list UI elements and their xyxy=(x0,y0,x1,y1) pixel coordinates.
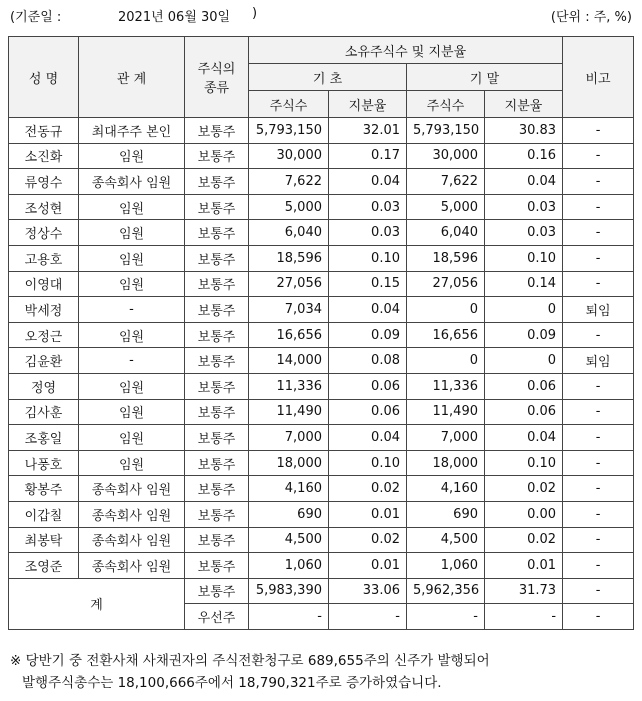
cell-begin-ratio: 0.17 xyxy=(329,143,407,169)
cell-name: 조영준 xyxy=(9,553,79,579)
cell-end-ratio: 0.02 xyxy=(485,527,563,553)
col-header-relation: 관 계 xyxy=(79,37,185,118)
cell-end-ratio: 0.06 xyxy=(485,399,563,425)
cell-begin-ratio: 0.10 xyxy=(329,450,407,476)
cell-end-shares: 18,000 xyxy=(407,450,485,476)
table-row xyxy=(9,297,634,323)
cell-stock-type: 보통주 xyxy=(185,373,249,399)
col-header-end-ratio: 지분율 xyxy=(485,91,563,118)
cell-begin-shares: 690 xyxy=(249,501,329,527)
cell-begin-ratio: 0.02 xyxy=(329,527,407,553)
cell-end-ratio: 31.73 xyxy=(485,578,563,604)
cell-name: 오정근 xyxy=(9,322,79,348)
col-header-owned-group: 소유주식수 및 지분율 xyxy=(249,37,563,64)
stock-type-header-text: 주식의 종류 xyxy=(197,62,236,96)
cell-begin-ratio: 0.06 xyxy=(329,373,407,399)
table-body xyxy=(9,118,634,630)
cell-begin-ratio: 0.04 xyxy=(329,297,407,323)
cell-stock-type: 보통주 xyxy=(185,322,249,348)
reference-date-label: (기준일 : xyxy=(10,10,62,25)
cell-begin-ratio: 0.03 xyxy=(329,194,407,220)
cell-begin-shares: 4,160 xyxy=(249,476,329,502)
cell-end-ratio: 0.10 xyxy=(485,245,563,271)
cell-begin-ratio: 0.08 xyxy=(329,348,407,374)
cell-name: 조홍일 xyxy=(9,425,79,451)
cell-stock-type: 보통주 xyxy=(185,553,249,579)
table-row xyxy=(9,143,634,169)
cell-begin-shares: 4,500 xyxy=(249,527,329,553)
cell-begin-ratio: 0.02 xyxy=(329,476,407,502)
cell-relation: 임원 xyxy=(79,450,185,476)
cell-end-ratio: 0.10 xyxy=(485,450,563,476)
cell-begin-ratio: 0.04 xyxy=(329,169,407,195)
cell-end-shares: 16,656 xyxy=(407,322,485,348)
cell-begin-ratio: 0.01 xyxy=(329,501,407,527)
cell-stock-type: 보통주 xyxy=(185,399,249,425)
footnote-line-1: ※ 당반기 중 전환사채 사채권자의 주식전환청구로 689,655주의 신주가 발행되어 xyxy=(10,653,490,669)
cell-stock-type: 보통주 xyxy=(185,425,249,451)
cell-end-ratio: - xyxy=(485,604,563,630)
footnote xyxy=(10,650,632,694)
cell-end-shares: 7,622 xyxy=(407,169,485,195)
cell-begin-shares: 5,793,150 xyxy=(249,118,329,144)
cell-relation: 최대주주 본인 xyxy=(79,118,185,144)
cell-relation: 임원 xyxy=(79,399,185,425)
cell-name: 정상수 xyxy=(9,220,79,246)
cell-begin-ratio: 0.04 xyxy=(329,425,407,451)
cell-end-ratio: 0.03 xyxy=(485,220,563,246)
cell-end-shares: 4,500 xyxy=(407,527,485,553)
cell-name: 류영수 xyxy=(9,169,79,195)
cell-begin-ratio: 0.06 xyxy=(329,399,407,425)
cell-stock-type: 보통주 xyxy=(185,476,249,502)
cell-begin-shares: 11,336 xyxy=(249,373,329,399)
cell-name: 조성현 xyxy=(9,194,79,220)
cell-relation: 종속회사 임원 xyxy=(79,501,185,527)
col-header-remark: 비고 xyxy=(563,37,634,118)
cell-remark: - xyxy=(563,169,634,195)
cell-end-ratio: 0 xyxy=(485,297,563,323)
cell-relation: 임원 xyxy=(79,143,185,169)
cell-name: 황봉주 xyxy=(9,476,79,502)
table-row xyxy=(9,527,634,553)
report-header xyxy=(10,6,632,26)
cell-remark: - xyxy=(563,322,634,348)
cell-end-ratio: 0.03 xyxy=(485,194,563,220)
col-header-begin-ratio: 지분율 xyxy=(329,91,407,118)
cell-stock-type: 보통주 xyxy=(185,348,249,374)
cell-stock-type: 보통주 xyxy=(185,271,249,297)
cell-end-ratio: 0.04 xyxy=(485,425,563,451)
cell-end-shares: 5,962,356 xyxy=(407,578,485,604)
footnote-line-2: 발행주식총수는 18,100,666주에서 18,790,321주로 증가하였습니다. xyxy=(22,675,442,691)
cell-begin-shares: 30,000 xyxy=(249,143,329,169)
table-row xyxy=(9,194,634,220)
cell-begin-ratio: 32.01 xyxy=(329,118,407,144)
cell-end-ratio: 0.04 xyxy=(485,169,563,195)
cell-begin-shares: 7,000 xyxy=(249,425,329,451)
cell-begin-shares: 11,490 xyxy=(249,399,329,425)
cell-remark: - xyxy=(563,118,634,144)
table-row xyxy=(9,476,634,502)
cell-name: 박세정 xyxy=(9,297,79,323)
cell-name: 이갑칠 xyxy=(9,501,79,527)
cell-remark: - xyxy=(563,501,634,527)
cell-begin-shares: 18,596 xyxy=(249,245,329,271)
cell-remark: 퇴임 xyxy=(563,348,634,374)
cell-begin-ratio: 0.09 xyxy=(329,322,407,348)
cell-end-shares: 11,490 xyxy=(407,399,485,425)
shareholding-table xyxy=(8,36,634,630)
cell-remark: - xyxy=(563,220,634,246)
cell-end-shares: 18,596 xyxy=(407,245,485,271)
cell-begin-shares: 7,622 xyxy=(249,169,329,195)
cell-name: 이영대 xyxy=(9,271,79,297)
cell-stock-type: 보통주 xyxy=(185,245,249,271)
cell-begin-shares: 5,000 xyxy=(249,194,329,220)
cell-name: 김윤환 xyxy=(9,348,79,374)
cell-end-shares: 0 xyxy=(407,348,485,374)
cell-name: 김사훈 xyxy=(9,399,79,425)
cell-remark: - xyxy=(563,194,634,220)
col-header-begin-shares: 주식수 xyxy=(249,91,329,118)
cell-end-shares: - xyxy=(407,604,485,630)
cell-stock-type: 보통주 xyxy=(185,501,249,527)
cell-end-shares: 11,336 xyxy=(407,373,485,399)
cell-remark: - xyxy=(563,604,634,630)
cell-name: 소진화 xyxy=(9,143,79,169)
reference-date: 2021년 06월 30일 xyxy=(118,10,231,25)
cell-relation: - xyxy=(79,297,185,323)
cell-begin-ratio: - xyxy=(329,604,407,630)
cell-end-ratio: 30.83 xyxy=(485,118,563,144)
cell-name: 전동규 xyxy=(9,118,79,144)
cell-end-shares: 6,040 xyxy=(407,220,485,246)
table-row xyxy=(9,501,634,527)
table-row xyxy=(9,399,634,425)
cell-begin-ratio: 33.06 xyxy=(329,578,407,604)
cell-stock-type: 보통주 xyxy=(185,450,249,476)
cell-relation: 임원 xyxy=(79,373,185,399)
cell-relation: 종속회사 임원 xyxy=(79,527,185,553)
cell-end-shares: 7,000 xyxy=(407,425,485,451)
cell-end-shares: 5,000 xyxy=(407,194,485,220)
cell-end-shares: 5,793,150 xyxy=(407,118,485,144)
cell-remark: - xyxy=(563,143,634,169)
cell-remark: - xyxy=(563,373,634,399)
total-label: 계 xyxy=(9,578,185,629)
cell-end-ratio: 0 xyxy=(485,348,563,374)
cell-end-ratio: 0.06 xyxy=(485,373,563,399)
cell-relation: 임원 xyxy=(79,245,185,271)
cell-end-ratio: 0.02 xyxy=(485,476,563,502)
cell-relation: 임원 xyxy=(79,220,185,246)
col-header-begin: 기 초 xyxy=(249,64,407,91)
cell-relation: 종속회사 임원 xyxy=(79,476,185,502)
cell-end-shares: 0 xyxy=(407,297,485,323)
cell-remark: - xyxy=(563,245,634,271)
cell-name: 최봉탁 xyxy=(9,527,79,553)
table-row xyxy=(9,373,634,399)
table-row xyxy=(9,322,634,348)
table-row xyxy=(9,118,634,144)
cell-stock-type: 보통주 xyxy=(185,118,249,144)
cell-remark: 퇴임 xyxy=(563,297,634,323)
cell-begin-shares: 1,060 xyxy=(249,553,329,579)
cell-remark: - xyxy=(563,271,634,297)
cell-relation: 임원 xyxy=(79,194,185,220)
cell-stock-type: 보통주 xyxy=(185,169,249,195)
table-row xyxy=(9,169,634,195)
unit-label: (단위 : 주, %) xyxy=(550,10,632,25)
cell-remark: - xyxy=(563,425,634,451)
col-header-end-shares: 주식수 xyxy=(407,91,485,118)
cell-stock-type: 우선주 xyxy=(185,604,249,630)
cell-begin-ratio: 0.03 xyxy=(329,220,407,246)
cell-begin-ratio: 0.10 xyxy=(329,245,407,271)
cell-remark: - xyxy=(563,476,634,502)
cell-end-shares: 30,000 xyxy=(407,143,485,169)
cell-remark: - xyxy=(563,553,634,579)
cell-stock-type: 보통주 xyxy=(185,578,249,604)
cell-name: 정영 xyxy=(9,373,79,399)
table-row xyxy=(9,425,634,451)
cell-begin-shares: 16,656 xyxy=(249,322,329,348)
table-row xyxy=(9,348,634,374)
cell-name: 고용호 xyxy=(9,245,79,271)
table-row xyxy=(9,220,634,246)
col-header-name: 성 명 xyxy=(9,37,79,118)
cell-remark: - xyxy=(563,450,634,476)
cell-begin-shares: 27,056 xyxy=(249,271,329,297)
cell-stock-type: 보통주 xyxy=(185,297,249,323)
cell-end-ratio: 0.16 xyxy=(485,143,563,169)
cell-begin-ratio: 0.01 xyxy=(329,553,407,579)
cell-end-ratio: 0.01 xyxy=(485,553,563,579)
cell-remark: - xyxy=(563,578,634,604)
table-row xyxy=(9,553,634,579)
reference-date-close: ) xyxy=(252,6,258,21)
cell-end-ratio: 0.09 xyxy=(485,322,563,348)
cell-begin-shares: 5,983,390 xyxy=(249,578,329,604)
cell-name: 나풍호 xyxy=(9,450,79,476)
cell-end-shares: 1,060 xyxy=(407,553,485,579)
cell-stock-type: 보통주 xyxy=(185,194,249,220)
cell-end-shares: 690 xyxy=(407,501,485,527)
cell-begin-shares: 6,040 xyxy=(249,220,329,246)
cell-relation: 임원 xyxy=(79,425,185,451)
cell-stock-type: 보통주 xyxy=(185,527,249,553)
cell-begin-ratio: 0.15 xyxy=(329,271,407,297)
table-row xyxy=(9,271,634,297)
col-header-stock-type xyxy=(185,37,249,118)
cell-relation: 종속회사 임원 xyxy=(79,553,185,579)
cell-begin-shares: 18,000 xyxy=(249,450,329,476)
cell-stock-type: 보통주 xyxy=(185,220,249,246)
cell-begin-shares: - xyxy=(249,604,329,630)
cell-relation: 임원 xyxy=(79,271,185,297)
cell-remark: - xyxy=(563,399,634,425)
cell-relation: - xyxy=(79,348,185,374)
total-row xyxy=(9,578,634,604)
cell-stock-type: 보통주 xyxy=(185,143,249,169)
col-header-end: 기 말 xyxy=(407,64,563,91)
cell-end-ratio: 0.00 xyxy=(485,501,563,527)
cell-remark: - xyxy=(563,527,634,553)
cell-relation: 종속회사 임원 xyxy=(79,169,185,195)
cell-end-ratio: 0.14 xyxy=(485,271,563,297)
cell-end-shares: 4,160 xyxy=(407,476,485,502)
cell-end-shares: 27,056 xyxy=(407,271,485,297)
table-row xyxy=(9,245,634,271)
cell-relation: 임원 xyxy=(79,322,185,348)
cell-begin-shares: 7,034 xyxy=(249,297,329,323)
cell-begin-shares: 14,000 xyxy=(249,348,329,374)
table-row xyxy=(9,450,634,476)
